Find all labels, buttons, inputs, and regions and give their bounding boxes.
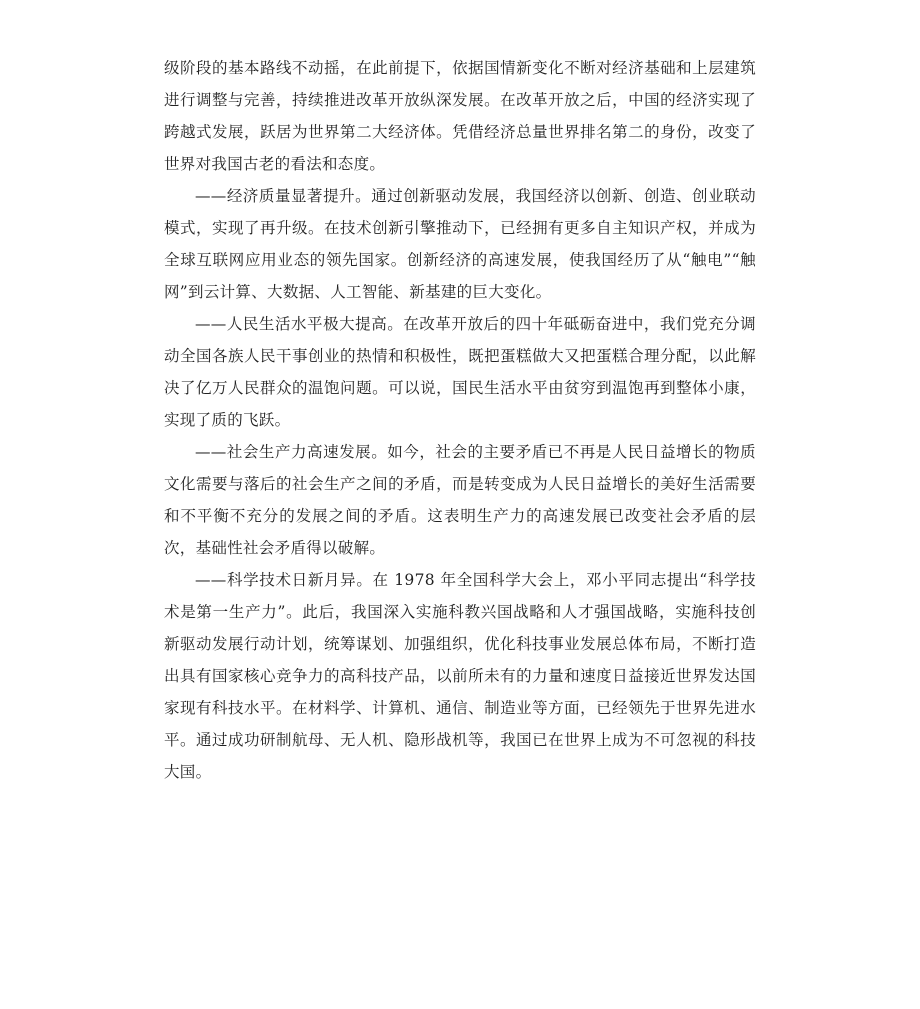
paragraph-living-standards: ——人民生活水平极大提高。在改革开放后的四十年砥砺奋进中，我们党充分调动全国各族人民干事创业的热情和积极性，既把蛋糕做大又把蛋糕合理分配，以此解决了亿万人民群众的温饱问题。可以说，国民生活水平由贫穷到温饱再到整体小康，实现了质的飞跃。 (164, 315, 756, 429)
paragraph-science-technology: ——科学技术日新月异。在 1978 年全国科学大会上，邓小平同志提出“科学技术是第一生产力”。此后，我国深入实施科教兴国战略和人才强国战略，实施科技创新驱动发展行动计划，统筹谋划、加强组织，优化科技事业发展总体布局，不断打造出具有国家核心竞争力的高科技产品，以前所未有的力量和速度日益接近世界发达国家现有科技水平。在材料学、计算机、通信、制造业等方面，已经领先于世界先进水平。通过成功研制航母、无人机、隐形战机等，我国已在世界上成为不可忽视的科技大国。 (164, 571, 756, 781)
paragraph-economic-quality: ——经济质量显著提升。通过创新驱动发展，我国经济以创新、创造、创业联动模式，实现了再升级。在技术创新引擎推动下，已经拥有更多自主知识产权，并成为全球互联网应用业态的领先国家。创新经济的高速发展，使我国经历了从“触电”“触网”到云计算、大数据、人工智能、新基建的巨大变化。 (164, 187, 756, 301)
paragraph-continuation: 级阶段的基本路线不动摇，在此前提下，依据国情新变化不断对经济基础和上层建筑进行调整与完善，持续推进改革开放纵深发展。在改革开放之后，中国的经济实现了跨越式发展，跃居为世界第二大经济体。凭借经济总量世界排名第二的身份，改变了世界对我国古老的看法和态度。 (164, 59, 756, 173)
document-page (164, 52, 756, 788)
paragraph-productivity: ——社会生产力高速发展。如今，社会的主要矛盾已不再是人民日益增长的物质文化需要与落后的社会生产之间的矛盾，而是转变成为人民日益增长的美好生活需要和不平衡不充分的发展之间的矛盾。这表明生产力的高速发展已改变社会矛盾的层次，基础性社会矛盾得以破解。 (164, 443, 756, 557)
